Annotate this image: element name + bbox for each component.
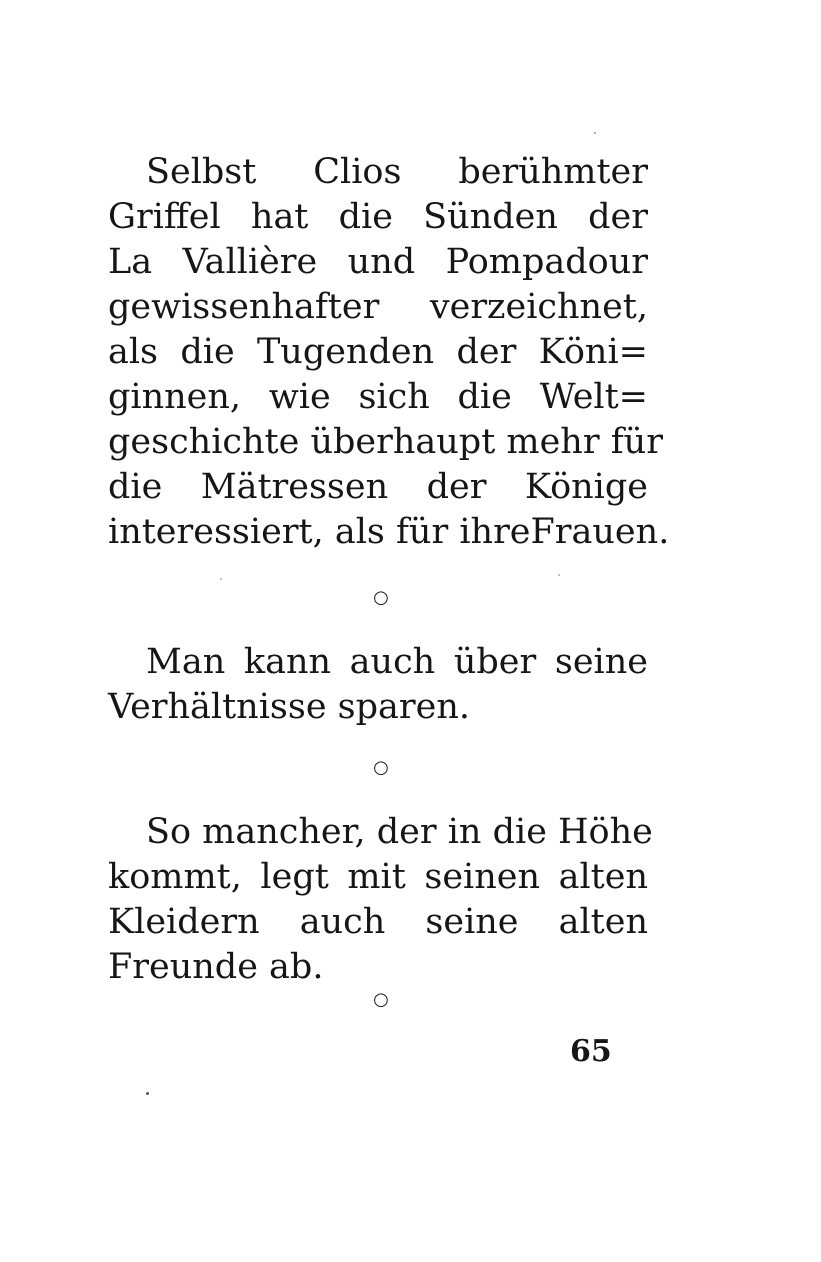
- text-line: ginnen, wie sich die Welt=: [108, 377, 648, 417]
- text-line: kommt, legt mit seinen alten: [108, 857, 648, 897]
- text-line: als die Tugenden der Köni=: [108, 332, 648, 372]
- text-line: geschichte überhaupt mehr für: [108, 422, 663, 462]
- text-line: La Vallière und Pompadour: [108, 242, 648, 282]
- text-line: Kleidern auch seine alten: [108, 902, 648, 942]
- scan-speck: [558, 574, 560, 576]
- page-number: 65: [570, 1034, 612, 1069]
- aphorism-sparen: [108, 640, 648, 730]
- separator-circle: ○: [373, 587, 389, 608]
- text-line: Selbst Clios berühmter: [146, 152, 648, 192]
- text-line: die Mätressen der Könige: [108, 467, 648, 507]
- text-line: gewissenhafter verzeichnet,: [108, 287, 648, 327]
- text-line: Freunde ab.: [108, 947, 324, 987]
- aphorism-hoehe: [108, 810, 653, 990]
- aphorism-clio: [108, 150, 670, 555]
- separator-circle: ○: [373, 989, 389, 1010]
- text-line: Griffel hat die Sünden der: [108, 197, 648, 237]
- scan-speck: [146, 1092, 149, 1095]
- text-line: interessiert, als für ihreFrauen.: [108, 512, 670, 552]
- separator-circle: ○: [373, 757, 389, 778]
- text-line: So mancher, der in die Höhe: [146, 812, 653, 852]
- scan-speck: [594, 132, 596, 134]
- text-line: Man kann auch über seine: [146, 642, 648, 682]
- scan-speck: [220, 578, 222, 580]
- text-line: Verhältnisse sparen.: [108, 687, 471, 727]
